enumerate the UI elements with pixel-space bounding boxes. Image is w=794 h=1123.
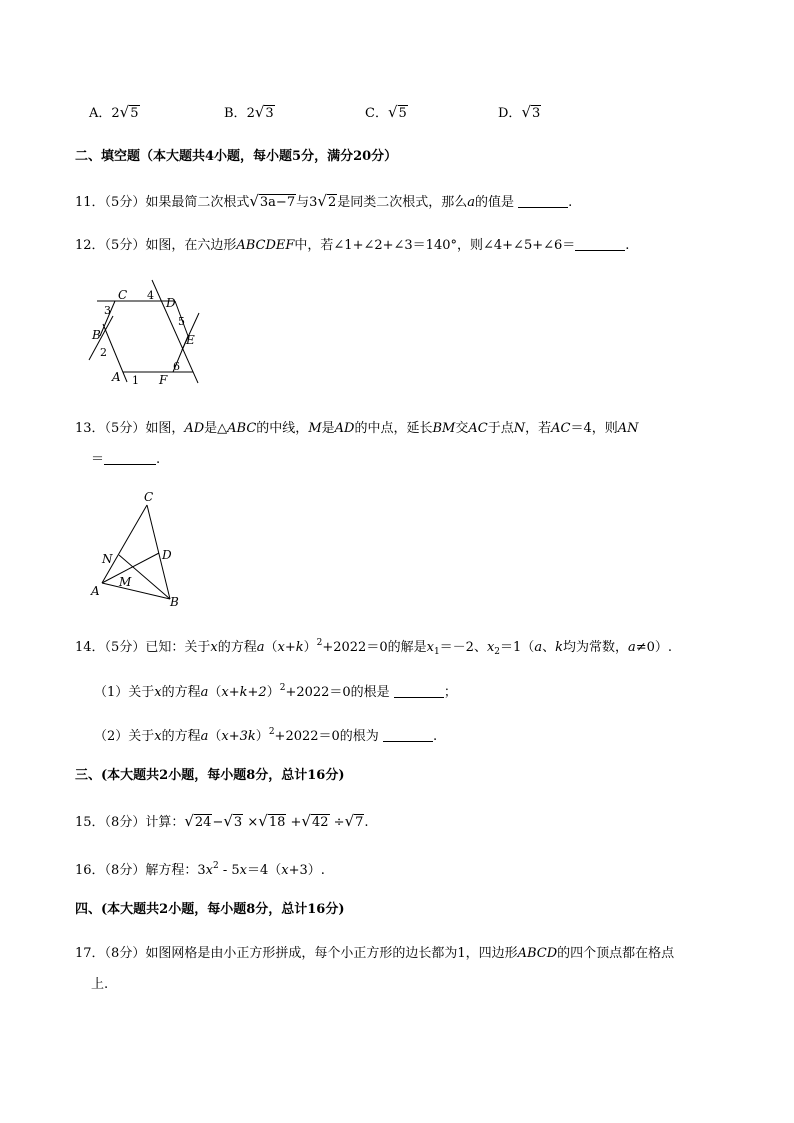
sqrt: √42 [301,812,329,830]
question-14: 14．（5分）已知：关于x的方程$a(x+k)^2+2022=0$的解是$x_1=-2$、$x_2=1(a$、k均为常数，a≠0）. [75,638,673,657]
option-b: B．2√3 [224,103,274,121]
label-d: D [162,548,172,562]
section-2-title: 二、填空题（本大题共4小题，每小题5分，满分20分） [75,149,398,164]
option-d: D．√3 [498,103,541,121]
question-12: 12．（5分）如图，在六边形ABCDEF中，若∠1+∠2+∠3＝140°，则∠4+∠5+∠6＝ . [75,238,630,253]
section-3-title: 三、(本大题共2小题，每小题8分，总计16分) [75,768,345,783]
label-m: M [119,575,132,589]
sqrt: √3 [254,103,274,121]
angle-3: 3 [104,304,111,317]
angle-1: 1 [132,374,139,387]
label-f: F [159,373,168,387]
sqrt: √5 [387,103,407,121]
label-a: A [112,370,121,384]
label-e: E [186,333,195,347]
answer-blank [104,451,156,465]
label-d: D [166,296,176,310]
label-b: B [170,595,179,609]
sqrt: √2 [317,192,337,210]
answer-blank [383,728,433,742]
angle-4: 4 [147,289,154,302]
label-a: A [91,584,100,598]
question-16: 16．（8分）解方程：$3x^2 - 5x=4(x+3)$. [75,861,325,878]
sqrt: √24 [184,812,212,830]
question-13-line2: ＝ . [91,452,161,467]
hexagon-figure [85,278,205,388]
triangle-figure [88,488,188,612]
question-11: 11．（5分）如果最简二次根式√3a−7与3√2是同类二次根式，那么a的值是 . [75,192,573,210]
option-a: A．2√5 [89,103,139,121]
section-4-title: 四、(本大题共2小题，每小题8分，总计16分) [75,902,345,917]
sqrt: √18 [258,812,286,830]
option-c: C．√5 [365,103,407,121]
question-14-part2: （2）关于x的方程$a(x+3k)^2+2022=0$的根为 . [94,727,438,744]
label-c: C [144,490,154,504]
question-13: 13．（5分）如图，AD是△ABC的中线，M是AD的中点，延长BM交AC于点N，若AC＝4，则AN [75,421,639,436]
angle-5: 5 [178,315,185,328]
sqrt: √3 [521,103,541,121]
label-n: N [102,552,113,566]
answer-blank [518,194,568,208]
angle-6: 6 [173,360,180,373]
answer-blank [575,237,625,251]
question-14-part1: （1）关于x的方程$a(x+k+2)^2+2022=0$的根是 ； [94,683,457,700]
question-17: 17．（8分）如图网格是由小正方形拼成，每个小正方形的边长都为1，四边形ABCD的四个顶点都在格点 [75,946,675,961]
side-ab [102,583,170,599]
question-17-line2: 上. [91,977,109,992]
sqrt: √3a−7 [249,192,296,210]
answer-blank [394,684,444,698]
label-b: B [92,328,101,342]
sqrt: √5 [119,103,139,121]
question-15: 15．（8分）计算：√24−√3 ×√18 +√42 ÷√7. [75,812,369,830]
angle-2: 2 [100,346,107,359]
label-c: C [118,288,128,302]
sqrt: √7 [344,812,364,830]
sqrt: √3 [223,812,243,830]
